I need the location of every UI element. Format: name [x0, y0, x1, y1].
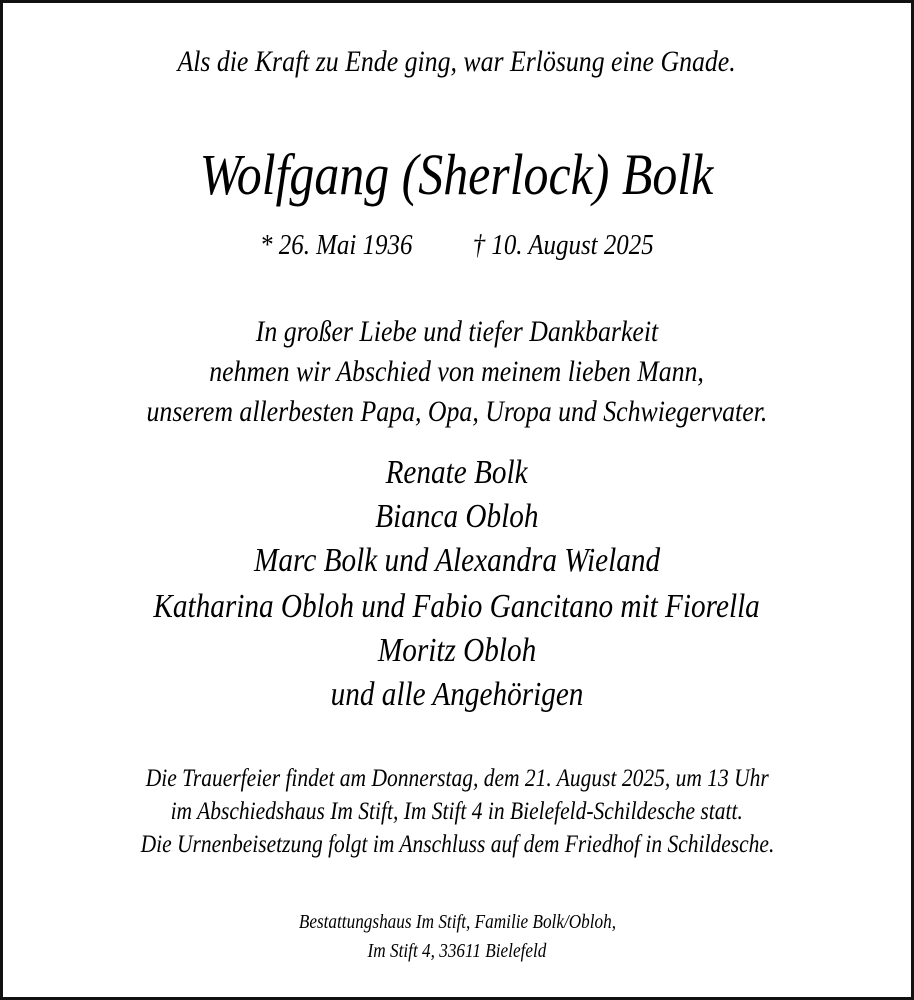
mourner-line — [3, 634, 911, 668]
undertaker-text: Bestattungshaus Im Stift, Familie Bolk/Obloh, — [298, 911, 616, 933]
service-info-text: Die Urnenbeisetzung folgt im Anschluss auf dem Friedhof in Schildesche. — [140, 831, 774, 858]
mourner-name: und alle Angehörigen — [330, 676, 584, 713]
deceased-name — [3, 142, 911, 207]
mourner-name: Bianca Obloh — [375, 498, 539, 535]
service-info-line — [3, 799, 911, 824]
mourner-name: Katharina Obloh und Fabio Gancitano mit Fiorella — [153, 588, 761, 625]
intro-line — [3, 357, 911, 387]
mourner-name: Renate Bolk — [385, 454, 529, 491]
service-info-text: Die Trauerfeier findet am Donnerstag, dem 21. August 2025, um 13 Uhr — [145, 765, 769, 792]
life-dates — [3, 231, 911, 260]
mourner-line — [3, 500, 911, 534]
mourner-line — [3, 590, 911, 624]
intro-line-text: In großer Liebe und tiefer Dankbarkeit — [255, 315, 659, 348]
undertaker-line — [3, 941, 911, 961]
death-date: † 10. August 2025 — [472, 229, 654, 261]
life-dates-row — [260, 231, 654, 260]
service-info-line — [3, 766, 911, 791]
mourner-line — [3, 456, 911, 490]
intro-line — [3, 397, 911, 427]
motto — [3, 47, 911, 77]
mourner-line — [3, 544, 911, 578]
service-info-text: im Abschiedshaus Im Stift, Im Stift 4 in Bielefeld-Schildesche statt. — [170, 798, 744, 825]
mourner-name: Moritz Obloh — [377, 632, 537, 669]
deceased-name-text: Wolfgang (Sherlock) Bolk — [200, 142, 714, 207]
intro-line-text: nehmen wir Abschied von meinem lieben Mann, — [209, 355, 705, 388]
birth-date: * 26. Mai 1936 — [260, 229, 413, 261]
mourner-name: Marc Bolk und Alexandra Wieland — [253, 542, 661, 579]
mourner-line — [3, 678, 911, 712]
intro-line — [3, 317, 911, 347]
motto-text: Als die Kraft zu Ende ging, war Erlösung eine Gnade. — [177, 45, 737, 78]
service-info-line — [3, 832, 911, 857]
undertaker-line — [3, 912, 911, 932]
undertaker-text: Im Stift 4, 33611 Bielefeld — [367, 940, 547, 962]
intro-line-text: unserem allerbesten Papa, Opa, Uropa und Schwiegervater. — [146, 395, 768, 428]
